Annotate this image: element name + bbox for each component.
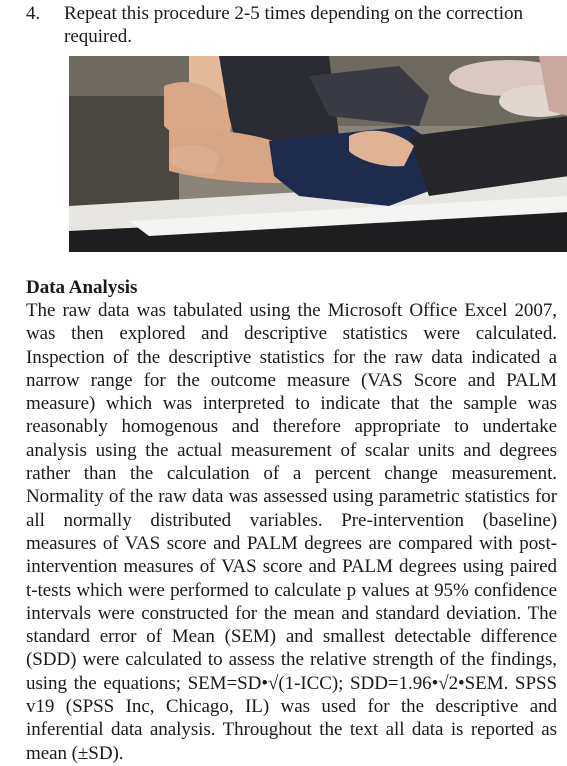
step-text: Repeat this procedure 2-5 times depending on the correction required. — [64, 3, 524, 47]
treatment-photo — [69, 56, 567, 252]
step-number: 4. — [26, 3, 41, 24]
procedure-step — [26, 2, 558, 48]
section-body: The raw data was tabulated using the Microsoft Office Excel 2007, was then explored and descriptive statistics were calculated. Inspection of the descriptive statistics for the raw data indicated a narrow range for the outcome measure (VAS Score and PALM measure) which was interpreted to indicate that the sample was reasonably homogenous and therefore appropriate to undertake analysis using the actual measurement of scalar units and degrees rather than the calculation of a percent change measurement. Normality of the raw data was assessed using parametric statistics for all normally distributed variables. Pre-intervention (baseline) measures of VAS score and PALM degrees are compared with post- intervention measures of VAS score and PALM degrees using paired t-tests which were performed to calculate p values at 95% confidence intervals were constructed for the mean and standard deviation. The standard error of Mean (SEM) and smallest detectable difference (SDD) were calculated to assess the relative strength of the findings, using the equations; SEM=SD•√(1-ICC); SDD=1.96•√2•SEM. SPSS v19 (SPSS Inc, Chicago, IL) was used for the descriptive and inferential data analysis. Throughout the text all data is reported as mean (±SD). — [26, 300, 557, 764]
section-heading: Data Analysis — [26, 277, 138, 298]
